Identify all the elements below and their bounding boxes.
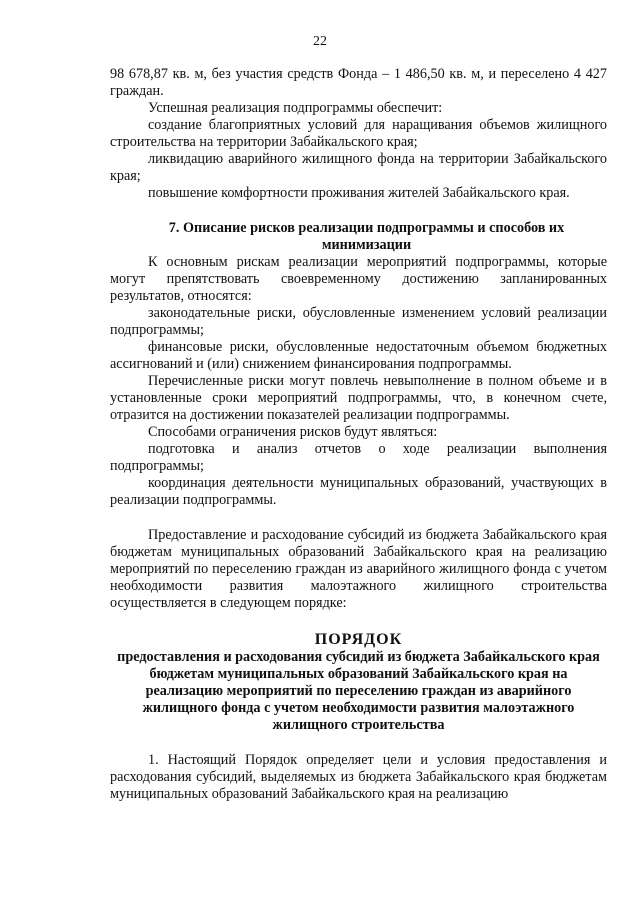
paragraph-success-intro: Успешная реализация подпрограммы обеспечит: bbox=[148, 100, 443, 116]
paragraph-legal-risks: законодательные риски, обусловленные изменением условий реализации подпрограммы; bbox=[110, 305, 607, 338]
spacer bbox=[110, 509, 607, 527]
paragraph-order-clause-1: 1. Настоящий Порядок определяет цели и условия предоставления и расходования субсидий, выделяемых из бюджета Забайкальского края бюджетам муниципальных образований Забайкальского края на реализацию bbox=[110, 752, 607, 802]
paragraph-main-risks: К основным рискам реализации мероприятий подпрограммы, которые могут препятствовать своевременному достижению запланированных результатов, относятся: bbox=[110, 254, 607, 304]
paragraph-comfort: повышение комфортности проживания жителей Забайкальского края. bbox=[148, 185, 570, 201]
spacer bbox=[110, 734, 607, 752]
paragraph-financial-risks: финансовые риски, обусловленные недостаточным объемом бюджетных ассигнований и (или) снижением финансирования подпрограммы. bbox=[110, 339, 607, 372]
page-number: 22 bbox=[313, 34, 327, 49]
spacer bbox=[110, 612, 607, 630]
document-body bbox=[110, 66, 607, 803]
paragraph-subsidy-procedure-intro: Предоставление и расходование субсидий из бюджета Забайкальского края бюджетам муниципальных образований Забайкальского края на реализацию мероприятий по переселению граждан из аварийного жилищного фонда с учетом необходимости развития малоэтажного жилищного строительства осуществляется в следующем порядке: bbox=[110, 527, 607, 611]
order-subtitle: предоставления и расходования субсидий из бюджета Забайкальского края бюджетам муниципальных образований Забайкальского края на реализацию мероприятий по переселению граждан из аварийного жилищного фонда с учетом необходимости развития малоэтажного жилищного строительства bbox=[117, 649, 600, 733]
paragraph-liquidation: ликвидацию аварийного жилищного фонда на территории Забайкальского края; bbox=[110, 151, 607, 184]
paragraph-favorable-conditions: создание благоприятных условий для наращивания объемов жилищного строительства на территории Забайкальского края; bbox=[110, 117, 607, 150]
spacer bbox=[110, 202, 607, 220]
paragraph-coordination: координация деятельности муниципальных образований, участвующих в реализации подпрограммы. bbox=[110, 475, 607, 508]
order-title: ПОРЯДОК bbox=[314, 631, 403, 648]
paragraph-mitigation-intro: Способами ограничения рисков будут являться: bbox=[148, 424, 438, 440]
section-7-heading: 7. Описание рисков реализации подпрограммы и способов их минимизации bbox=[168, 220, 565, 253]
paragraph-reports: подготовка и анализ отчетов о ходе реализации выполнения подпрограммы; bbox=[110, 441, 607, 474]
paragraph-risk-consequences: Перечисленные риски могут повлечь невыполнение в полном объеме и в установленные сроки мероприятий подпрограммы, что, в конечном счете, отразится на достижении показателей реализации подпрограммы. bbox=[110, 373, 607, 423]
paragraph-results-continued: 98 678,87 кв. м, без участия средств Фонда – 1 486,50 кв. м, и переселено 4 427 граждан. bbox=[110, 66, 607, 99]
